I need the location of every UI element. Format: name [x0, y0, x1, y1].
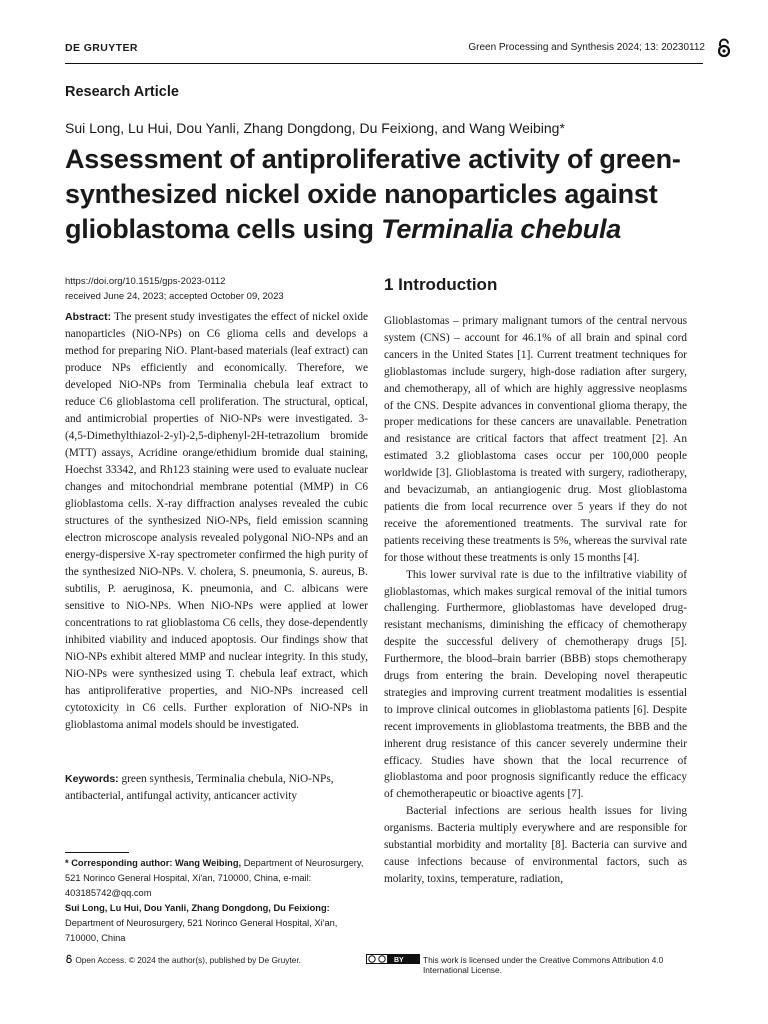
abstract-text: The present study investigates the effect of nickel oxide nanoparticles (NiO-NPs) on C6 glioma cells and develops a method for preparing NiO. Plant-based materials (leaf extract) can produce NPs efficiently and economically. Therefore, we developed NiO-NPs from Terminalia chebula leaf extract to reduce C6 glioblastoma cell proliferation. The structural, optical, and antimicrobial properties of NiO-NPs were investigated. 3-(4,5-Dimethylthiazol-2-yl)-2,5-diphenyl-2H-tetrazolium bromide (MTT) assays, Acridine orange/ethidium bromide dual staining, Hoechst 33342, and Rh123 staining were used to evaluate nuclear changes and mitochondrial membrane potential (MMP) in C6 glioblastoma cells. X-ray diffraction analyses revealed the cubic structures of the synthesized NiO-NPs, field emission scanning electron microscope analysis revealed polygonal NiO-NPs and an energy-dispersive X-ray spectrometer confirmed the high purity of the synthesized NiO-NPs. V. cholera, S. pneumonia, S. aureus, B. subtilis, P. aeruginosa, K. pneumonia, and C. albicans were sensitive to NiO-NPs. When NiO-NPs were applied at lower concentrations to rat glioblastoma C6 cells, they dose-dependently inhibited viability and induced apoptosis. Our findings show that NiO-NPs exhibit altered MMP and nuclear integrity. In this study, NiO-NPs were synthesized using T. chebula leaf extract, which has antiproliferative properties, and NiO-NPs increased cell cytotoxicity in C6 cells. Further exploration of NiO-NPs in glioblastoma animal models should be investigated.	[65, 311, 368, 731]
others-text: Department of Neurosurgery, 521 Norinco General Hospital, Xi'an, 710000, China	[65, 918, 338, 943]
title-species: Terminalia chebula	[381, 214, 622, 244]
abstract	[65, 309, 368, 734]
doi-link[interactable]: https://doi.org/10.1515/gps-2023-0112	[65, 276, 226, 287]
corresponding-label: * Corresponding author: Wang Weibing,	[65, 858, 242, 868]
publisher-name: DE GRUYTER	[65, 42, 138, 54]
open-access-icon	[715, 38, 733, 58]
page-header	[65, 40, 705, 60]
footnote-divider	[65, 852, 129, 853]
article-title	[65, 142, 705, 247]
article-type: Research Article	[65, 84, 179, 100]
author-footnotes	[65, 856, 365, 946]
introduction-body	[384, 313, 687, 888]
cc-badge-label: BY	[394, 957, 404, 964]
section-heading-introduction: 1 Introduction	[384, 275, 498, 294]
corresponding-text: Department of Neurosurgery, 521 Norinco General Hospital, Xi'an, 710000, China, e-mail: 403185742@qq.com	[65, 858, 364, 898]
open-access-lock-icon	[65, 954, 73, 964]
received-accepted-dates: received June 24, 2023; accepted October 09, 2023	[65, 291, 284, 302]
keywords-label: Keywords:	[65, 773, 119, 785]
intro-paragraph: Glioblastomas – primary malignant tumors of the central nervous system (CNS) – account for 46.1% of all brain and spinal cord cancers in the United States [1]. Current treatment techniques for glioblastomas include surgery, high-dose radiation after surgery, and chemotherapy, all of which are highly aggressive neoplasms of the CNS. Despite advances in conventional glioma therapy, the proper medications for these cancers are unavailable. Penetration and resistance are critical factors that affect treatment [2]. An estimated 3.2 glioblastoma cases occur per 100,000 people worldwide [3]. Glioblastoma is treated with surgery, radiotherapy, and bevacizumab, an antiangiogenic drug. Most glioblastoma patients die from local recurrence over 5 years if they do not receive the aforementioned treatments. The survival rate for patients receiving these treatments is 5%, whereas the survival rate for those without these treatments is only 15 months [4].	[384, 315, 687, 564]
keywords-text: green synthesis, Terminalia chebula, NiO-NPs, antibacterial, antifungal activity, anticancer activity	[65, 773, 334, 802]
author-affiliation-note	[65, 901, 365, 946]
title-main: Assessment of antiproliferative activity of green-synthesized nickel oxide nanoparticles against glioblastoma cells using	[65, 144, 681, 244]
cc-by-badge-icon[interactable]	[366, 954, 420, 964]
author-list: Sui Long, Lu Hui, Dou Yanli, Zhang Dongdong, Du Feixiong, and Wang Weibing*	[65, 120, 565, 136]
header-divider	[65, 63, 703, 64]
intro-paragraph: This lower survival rate is due to the infiltrative viability of glioblastomas, which makes surgical removal of the initial tumors challenging. Furthermore, glioblastomas have developed drug-resistant mechanisms, diminishing the efficacy of chemotherapy despite the successful delivery of chemotherapy drugs [5]. Furthermore, the blood–brain barrier (BBB) stops chemotherapy drugs from entering the brain. Developing novel therapeutic strategies and improving current treatment modalities is essential to improve clinical outcomes in glioblastoma patients [6]. Despite recent improvements in glioblastoma treatments, the BBB and the inherent drug resistance of this cancer severely undermine their efficacy. Studies have shown that the local recurrence of glioblastoma and poor prognosis significantly reduce the efficacy of chemotherapeutic or bioactive agents [7].	[384, 568, 687, 801]
open-access-text: Open Access. © 2024 the author(s), published by De Gruyter.	[75, 955, 301, 965]
article-meta	[65, 274, 284, 304]
keywords	[65, 771, 368, 805]
abstract-label: Abstract:	[65, 311, 112, 323]
others-label: Sui Long, Lu Hui, Dou Yanli, Zhang Dongdong, Du Feixiong:	[65, 903, 330, 913]
open-access-notice	[65, 954, 301, 965]
corresponding-author-note	[65, 856, 365, 901]
page-footer	[65, 954, 705, 975]
license-text: This work is licensed under the Creative Commons Attribution 4.0 International License.	[423, 955, 664, 975]
journal-citation: Green Processing and Synthesis 2024; 13: 20230112	[468, 42, 705, 53]
intro-paragraph: Bacterial infections are serious health issues for living organisms. Bacteria multiply everywhere and are responsible for substantial morbidity and mortality [8]. Bacteria can survive and cause infections because of environmental factors, such as molarity, toxins, temperature, radiation,	[384, 805, 687, 885]
